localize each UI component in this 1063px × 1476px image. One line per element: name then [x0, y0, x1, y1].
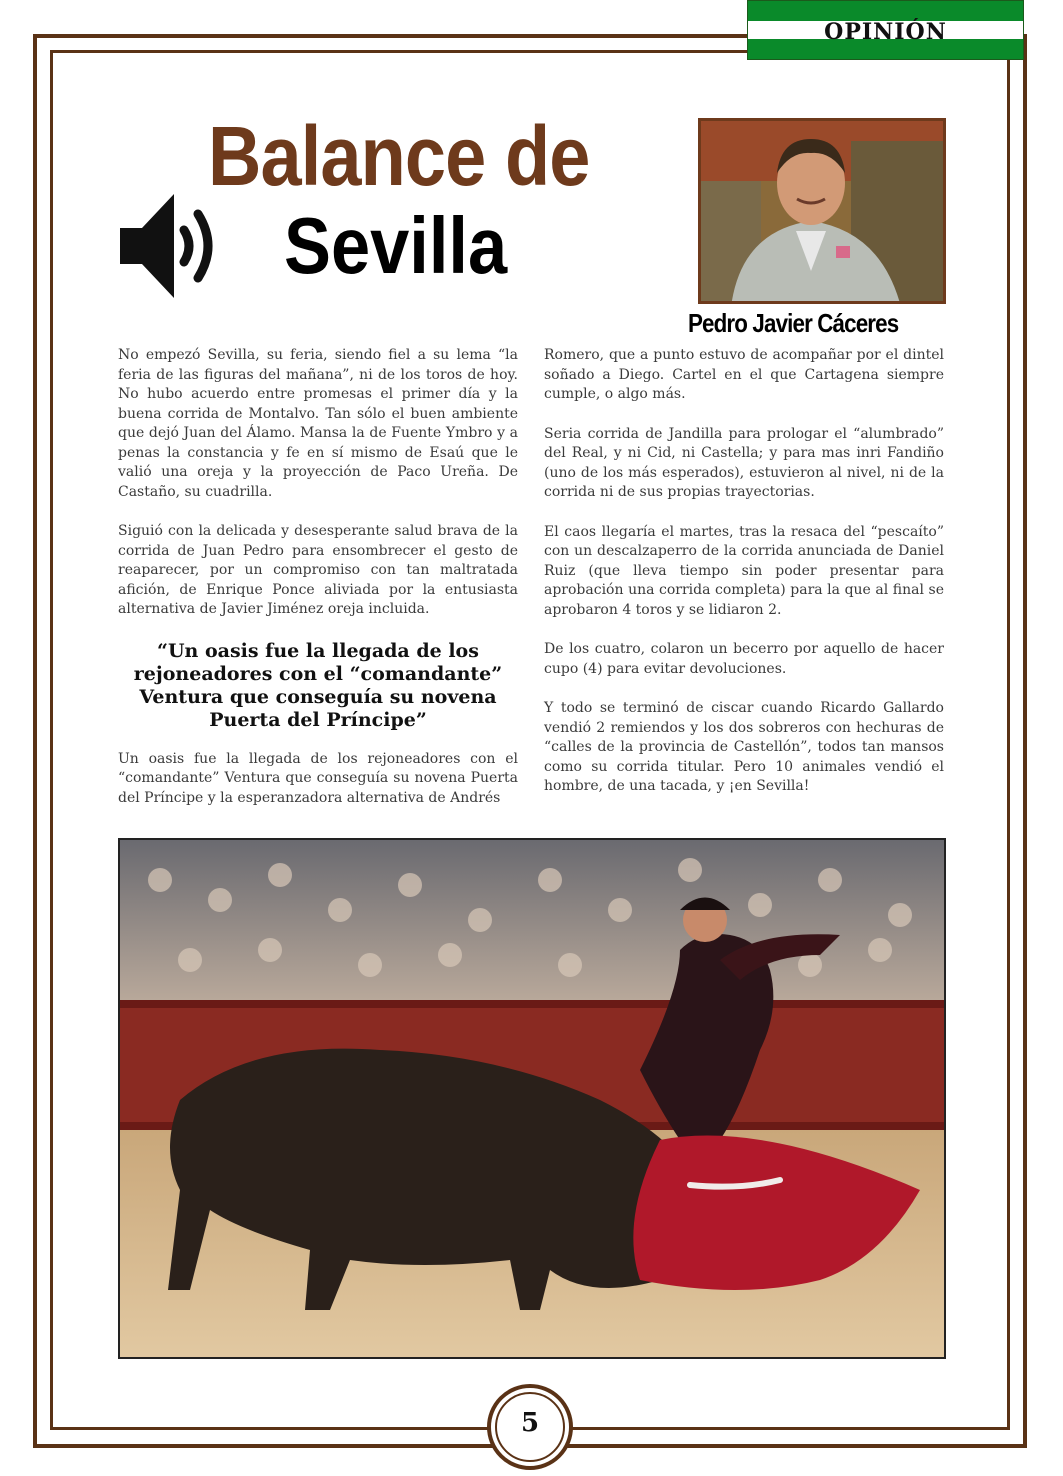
- paragraph: Y todo se terminó de ciscar cuando Ricardo Gallardo vendió 2 remiendos y los dos sobreros con hechuras de “calles de la provincia de Castellón”, todos tan mansos como su corrida titular. Pero 10 animales vendió el hombre, de una tacada, y ¡en Sevilla!: [544, 700, 944, 794]
- article-title-line2: Sevilla: [284, 201, 508, 290]
- page-number: 5: [520, 1408, 540, 1438]
- page-number-badge: [487, 1384, 573, 1470]
- speaker-icon[interactable]: [118, 192, 228, 300]
- paragraph: De los cuatro, colaron un becerro por aquello de hacer cupo (4) para evitar devoluciones.: [544, 641, 944, 677]
- paragraph: No empezó Sevilla, su feria, siendo fiel a su lema “la feria de las figuras del mañana”, ni de los toros de hoy. No hubo acuerdo entre promesas el primer día y la buena corrida de Montalvo. Tan sólo el buen ambiente que dejó Juan del Álamo. Mansa la de Fuente Ymbro y a penas la constancia y fe en sí mismo de Esaú que le valió una oreja y la proyección de Paco Ureña. De Castaño, su cuadrilla.: [118, 347, 518, 500]
- author-name: Pedro Javier Cáceres: [688, 308, 899, 338]
- bullfight-photo: [118, 838, 946, 1359]
- paragraph: Romero, que a punto estuvo de acompañar por el dintel soñado a Diego. Cartel en el que Cartagena siempre cumple, o algo más.: [544, 347, 944, 402]
- paragraph: Siguió con la delicada y desesperante salud brava de la corrida de Juan Pedro para ensombrecer el gesto de reaparecer, por un compromiso con tan maltratada afición, de Enrique Ponce aliviada por la entusiasta alternativa de Javier Jiménez oreja incluida.: [118, 523, 518, 617]
- paragraph: El caos llegaría el martes, tras la resaca del “pescaíto” con un descalzaperro de la corrida anunciada de Daniel Ruiz (que lleva tiempo sin poder presentar para aprobación una corrida completa) para la que al final se aprobaron 4 toros y se lidiaron 2.: [544, 523, 944, 618]
- paragraph: Seria corrida de Jandilla para prologar el “alumbrado” del Real, y ni Cid, ni Castella; y para mas inri Fandiño (uno de los más esperados), estuvieron al nivel, ni de la corrida ni de sus propias trayectorias.: [544, 425, 944, 500]
- section-tab: [747, 0, 1024, 60]
- paragraph: Un oasis fue la llegada de los rejoneadores con el “comandante” Ventura que conseguía su novena Puerta del Príncipe y la esperanzadora alternativa de Andrés: [118, 750, 518, 806]
- pull-quote: “Un oasis fue la llegada de los rejoneadores con el “comandante” Ventura que conseguía su novena Puerta del Príncipe”: [133, 639, 503, 731]
- flag-stripe-top: [748, 1, 1023, 21]
- article-column-right: [544, 346, 944, 817]
- article-column-left: [118, 346, 518, 828]
- article-title-line1: Balance de: [208, 109, 590, 203]
- section-label: OPINIÓN: [824, 19, 947, 45]
- author-photo: [698, 118, 946, 304]
